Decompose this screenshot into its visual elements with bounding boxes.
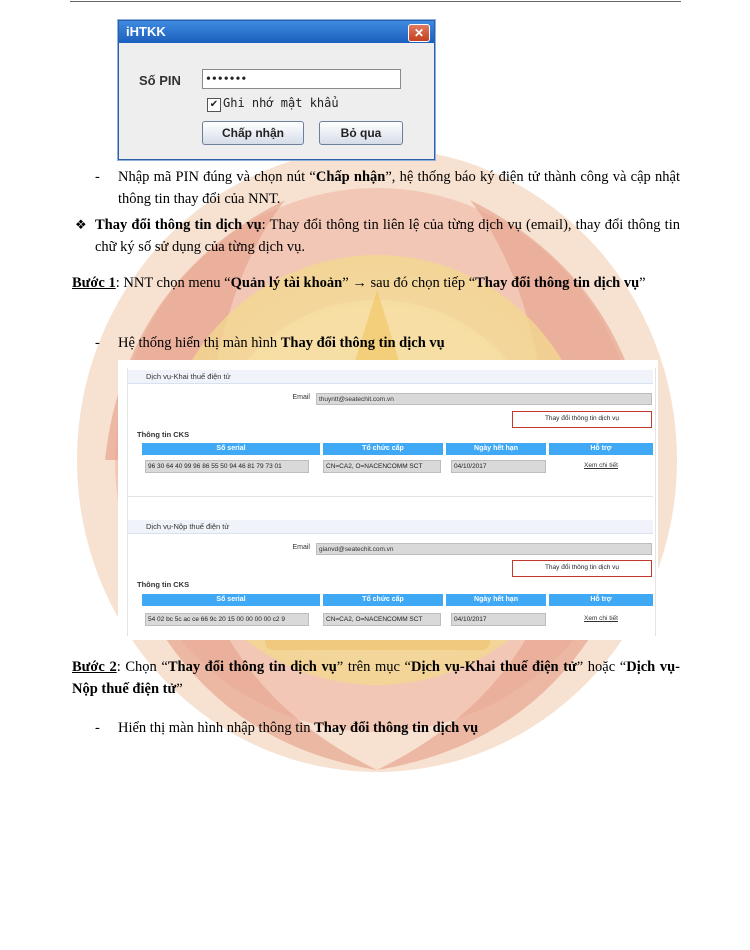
col-issuer: Tổ chức cấp: [323, 594, 443, 606]
pin-input[interactable]: •••••••: [202, 69, 401, 89]
section-title: Dịch vụ-Khai thuế điện tử: [128, 370, 653, 384]
detail-link[interactable]: Xem chi tiết: [584, 615, 618, 622]
col-expiry: Ngày hết hạn: [446, 594, 546, 606]
col-serial: Số serial: [142, 594, 320, 606]
issuer-cell: CN=CA2, O=NACENCOMM SCT: [323, 460, 441, 473]
email-label: Email: [292, 394, 310, 401]
pin-dialog: [118, 20, 435, 160]
step-2: Bước 2: Chọn “Thay đổi thông tin dịch vụ” trên mục “Dịch vụ-Khai thuế điện tử” hoặc “Dịch vụ-Nộp thuế điện tử”: [72, 659, 680, 697]
expiry-cell: 04/10/2017: [451, 613, 546, 626]
dialog-title: iHTKK: [119, 21, 434, 43]
detail-link[interactable]: Xem chi tiết: [584, 462, 618, 469]
serial-cell: 54 02 bc 5c ac ce 66 9c 20 15 00 00 00 00 c2 9: [145, 613, 309, 626]
col-support: Hỗ trợ: [549, 594, 653, 606]
para-pin-result: Nhập mã PIN đúng và chọn nút “Chấp nhận”, hệ thống báo ký điện tử thành công và cập nhật thông tin thay đổi của NNT.: [118, 169, 680, 207]
list-dash: -: [95, 335, 100, 351]
bullet-icon: ❖: [75, 217, 87, 232]
serial-cell: 96 30 64 40 99 96 86 55 50 94 46 81 79 73 01: [145, 460, 309, 473]
list-dash: -: [95, 720, 100, 736]
col-issuer: Tổ chức cấp: [323, 443, 443, 455]
remember-checkbox[interactable]: ✔: [207, 98, 221, 112]
expiry-cell: 04/10/2017: [451, 460, 546, 473]
change-service-button[interactable]: Thay đổi thông tin dịch vụ: [512, 560, 652, 577]
section-title: Dịch vụ-Nộp thuế điện tử: [128, 520, 653, 534]
email-field[interactable]: thuyntt@seatechit.com.vn: [316, 393, 652, 405]
service-screen: [118, 360, 658, 640]
accept-button[interactable]: Chấp nhận: [202, 121, 304, 145]
email-field[interactable]: gianvd@seatechit.com.vn: [316, 543, 652, 555]
list-dash: -: [95, 169, 100, 185]
issuer-cell: CN=CA2, O=NACENCOMM SCT: [323, 613, 441, 626]
close-icon[interactable]: ✕: [408, 24, 430, 42]
col-serial: Số serial: [142, 443, 320, 455]
col-support: Hỗ trợ: [549, 443, 653, 455]
sub-step-2: Hiển thị màn hình nhập thông tin Thay đổi thông tin dịch vụ: [118, 720, 479, 736]
change-service-button[interactable]: Thay đổi thông tin dịch vụ: [512, 411, 652, 428]
pin-label: Số PIN: [139, 73, 181, 88]
para-change-service: Thay đổi thông tin dịch vụ: Thay đổi thông tin liên lệ của từng dịch vụ (email), thay đổi thông tin chữ ký số sử dụng của từng dịch vụ.: [95, 217, 680, 255]
skip-button[interactable]: Bỏ qua: [319, 121, 403, 145]
sub-step-1: Hệ thống hiển thị màn hình Thay đổi thông tin dịch vụ: [118, 335, 445, 351]
step-1: Bước 1: NNT chọn menu “Quản lý tài khoản” → sau đó chọn tiếp “Thay đổi thông tin dịch vụ”: [72, 275, 646, 291]
remember-label: Ghi nhớ mật khẩu: [223, 96, 339, 110]
cks-title: Thông tin CKS: [137, 430, 190, 439]
email-label: Email: [292, 544, 310, 551]
cks-title: Thông tin CKS: [137, 580, 190, 589]
col-expiry: Ngày hết hạn: [446, 443, 546, 455]
